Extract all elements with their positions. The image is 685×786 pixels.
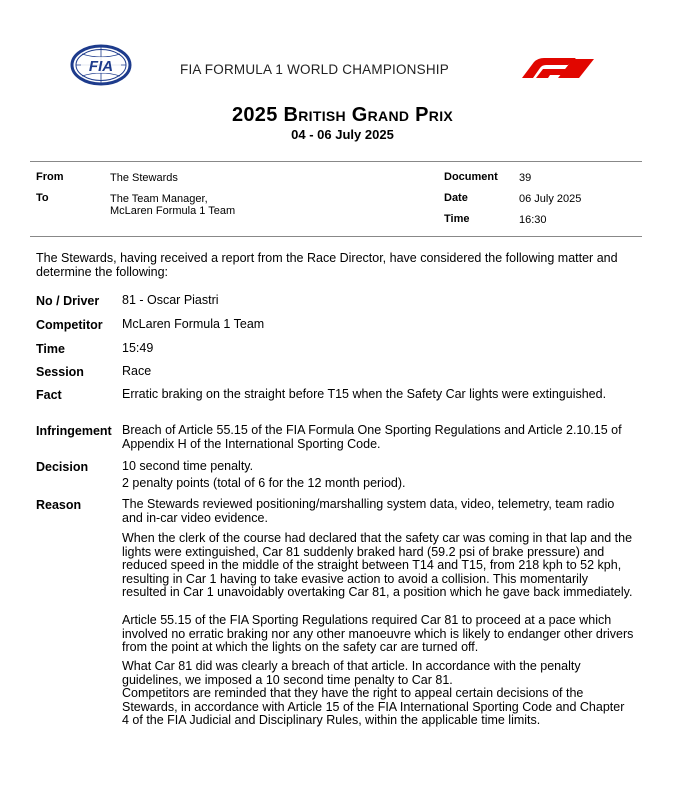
time-value: 16:30	[519, 214, 547, 226]
meta-divider	[30, 236, 642, 237]
championship-name: FIA FORMULA 1 WORLD CHAMPIONSHIP	[180, 62, 449, 77]
to-label: To	[36, 192, 49, 204]
incident-time-value: 15:49	[122, 341, 154, 355]
infringement-value: Breach of Article 55.15 of the FIA Formula One Sporting Regulations and Article 2.10.15 of Appendix H of the International Sporting Code.	[122, 423, 622, 451]
document-number: 39	[519, 172, 532, 184]
from-value: The Stewards	[110, 172, 178, 184]
reason-paragraph-4: What Car 81 did was clearly a breach of that article. In accordance with the penalty guidelines, we imposed a 10 second time penalty to Car 81.	[122, 659, 581, 687]
decision-line1: 10 second time penalty.	[122, 459, 254, 473]
fact-label: Fact	[36, 388, 62, 402]
event-dates: 04 - 06 July 2025	[291, 127, 394, 142]
reason-label: Reason	[36, 498, 82, 512]
f1-logo-icon	[512, 56, 600, 80]
incident-time-label: Time	[36, 342, 65, 356]
competitor-label: Competitor	[36, 318, 103, 332]
intro-text: The Stewards, having received a report from the Race Director, have considered the following matter and determine the following:	[36, 251, 618, 279]
svg-text:FIA: FIA	[88, 58, 114, 75]
competitor-value: McLaren Formula 1 Team	[122, 317, 265, 331]
time-label: Time	[444, 213, 470, 225]
driver-value: 81 - Oscar Piastri	[122, 293, 219, 307]
reason-paragraph-5: Competitors are reminded that they have the right to appeal certain decisions of the Stewards, in accordance with Article 15 of the FIA International Sporting Code and Chapter 4 of the FIA Judicial and Disciplinary Rules, within the applicable time limits.	[122, 686, 625, 727]
date-label: Date	[444, 192, 468, 204]
date-value: 06 July 2025	[519, 193, 582, 205]
from-label: From	[36, 171, 64, 183]
to-value-line2: McLaren Formula 1 Team	[110, 205, 236, 217]
decision-line2: 2 penalty points (total of 6 for the 12 month period).	[122, 476, 406, 490]
fia-logo-icon	[70, 44, 132, 86]
session-value: Race	[122, 364, 152, 378]
reason-paragraph-3: Article 55.15 of the FIA Sporting Regulations required Car 81 to proceed at a pace which involved no erratic braking nor any other manoeuvre which is likely to endanger other drivers from the point at which the lights on the safety car are turned off.	[122, 613, 634, 654]
to-value-line1: The Team Manager,	[110, 193, 208, 205]
top-divider	[30, 161, 642, 162]
document-header	[70, 44, 610, 94]
document-label: Document	[444, 171, 498, 183]
reason-paragraph-2: When the clerk of the course had declared that the safety car was coming in that lap and the lights were extinguished, Car 81 suddenly braked hard (59.2 psi of brake pressure) and reduced speed in the middle of the straight between T14 and T15, from 218 kph to 52 kph, resulting in Car 1 having to take evasive action to avoid a collision. This momentarily resulted in Car 1 unavoidably overtaking Car 81, a position which he gave back immediately.	[122, 531, 633, 599]
decision-label: Decision	[36, 460, 89, 474]
reason-paragraph-1: The Stewards reviewed positioning/marshalling system data, video, telemetry, team radio and in-car video evidence.	[122, 497, 615, 525]
driver-label: No / Driver	[36, 294, 100, 308]
session-label: Session	[36, 365, 84, 379]
infringement-label: Infringement	[36, 424, 112, 438]
event-title: 2025 British Grand Prix	[231, 104, 454, 126]
fact-value: Erratic braking on the straight before T15 when the Safety Car lights were extinguished.	[122, 387, 607, 401]
